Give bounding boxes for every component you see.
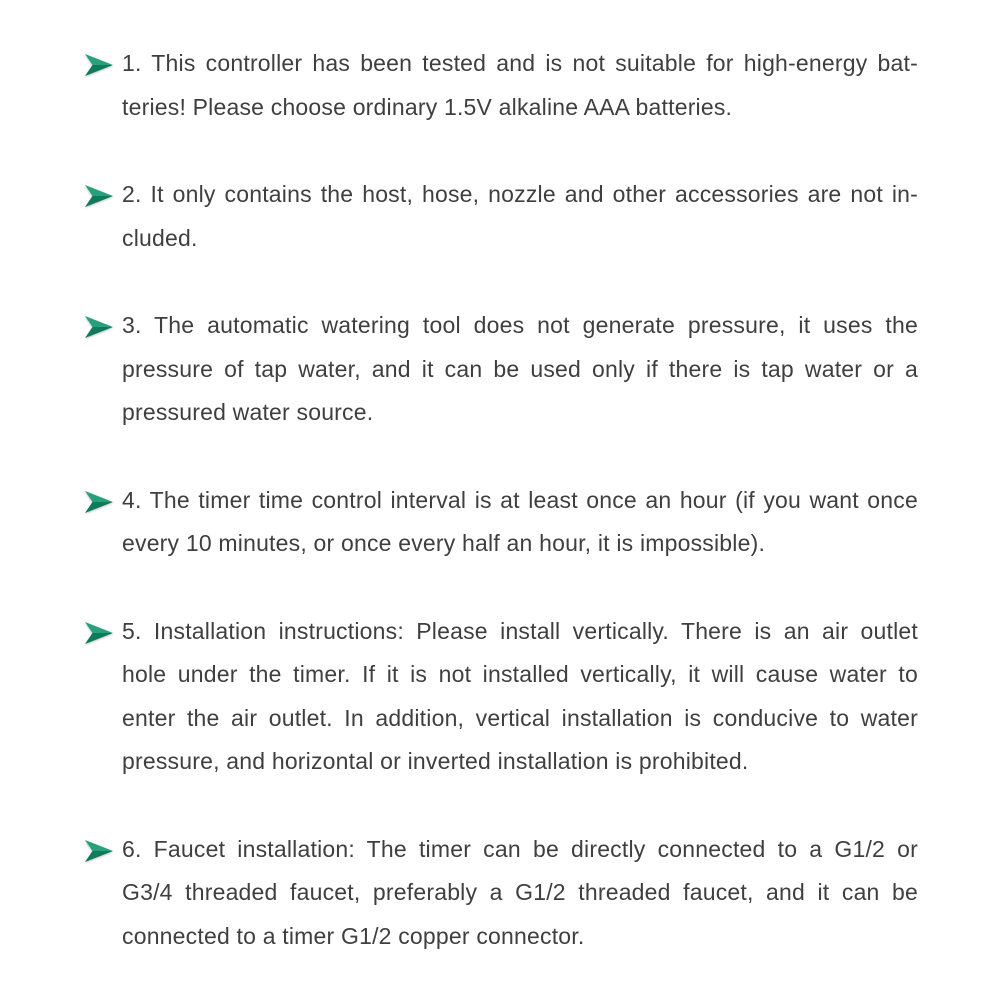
item-line: G3/4 threaded faucet, preferably a G1/2 threaded faucet, and it can be <box>122 879 918 905</box>
item-line: cluded. <box>122 224 198 251</box>
arrow-bullet-icon <box>85 173 122 208</box>
item-line: teries! Please choose ordinary 1.5V alkaline AAA batteries. <box>122 93 733 120</box>
arrow-bullet-icon <box>85 828 122 863</box>
item-line: every 10 minutes, or once every half an hour, it is impossible). <box>122 530 766 556</box>
item-line: 3. The automatic watering tool does not generate pressure, it uses the <box>122 312 918 338</box>
arrow-bullet-icon <box>85 42 122 77</box>
item-text <box>122 610 918 784</box>
list-item <box>85 610 918 784</box>
item-line: connected to a timer G1/2 copper connector. <box>122 922 585 949</box>
list-item <box>85 304 918 435</box>
list-item <box>85 173 918 260</box>
item-text <box>122 42 918 129</box>
list-item <box>85 828 918 959</box>
item-line: 2. It only contains the host, hose, nozzle and other accessories are not in- <box>122 181 918 207</box>
item-line: 1. This controller has been tested and is not suitable for high-energy bat- <box>122 50 918 76</box>
item-line: pressure, and horizontal or inverted installation is prohibited. <box>122 748 749 774</box>
list-item <box>85 42 918 129</box>
item-text <box>122 304 918 435</box>
item-line: 4. The timer time control interval is at least once an hour (if you want once <box>122 486 918 513</box>
item-line: hole under the timer. If it is not installed vertically, it will cause water to <box>122 661 918 687</box>
arrow-bullet-icon <box>85 479 122 514</box>
arrow-bullet-icon <box>85 304 122 339</box>
arrow-bullet-icon <box>85 610 122 645</box>
item-text <box>122 828 918 959</box>
item-line: pressured water source. <box>122 399 374 425</box>
list-item <box>85 479 918 566</box>
item-text <box>122 479 918 566</box>
item-line: enter the air outlet. In addition, vertical installation is conducive to water <box>122 704 918 731</box>
item-line: 6. Faucet installation: The timer can be directly connected to a G1/2 or <box>122 835 918 862</box>
item-line: pressure of tap water, and it can be used only if there is tap water or a <box>122 355 918 382</box>
item-line: 5. Installation instructions: Please install vertically. There is an air outlet <box>122 617 918 644</box>
item-text <box>122 173 918 260</box>
